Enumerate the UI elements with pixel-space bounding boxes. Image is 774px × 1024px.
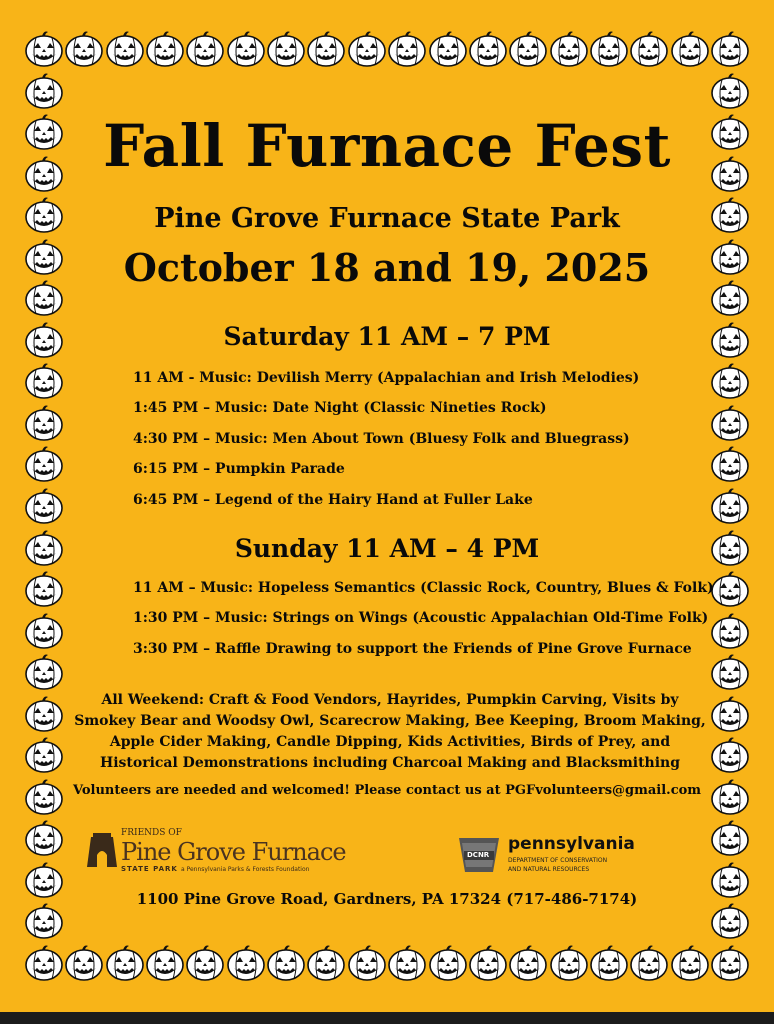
jack-o-lantern-icon	[24, 819, 64, 857]
jack-o-lantern-icon	[468, 944, 508, 982]
park-address: 1100 Pine Grove Road, Gardners, PA 17324 (717-486-7174)	[136, 890, 638, 908]
jack-o-lantern-icon	[710, 362, 750, 400]
jack-o-lantern-icon	[24, 612, 64, 650]
dcnr-badge-text: DCNR	[467, 851, 490, 859]
jack-o-lantern-icon	[24, 695, 64, 733]
bottom-bar	[0, 1012, 774, 1024]
jack-o-lantern-icon	[710, 736, 750, 774]
saturday-item: 6:45 PM – Legend of the Hairy Hand at Fuller Lake	[133, 492, 533, 508]
jack-o-lantern-icon	[306, 944, 346, 982]
weekend-line: Apple Cider Making, Candle Dipping, Kids Activities, Birds of Prey, and	[109, 734, 671, 750]
jack-o-lantern-icon	[306, 30, 346, 68]
jack-o-lantern-icon	[24, 902, 64, 940]
jack-o-lantern-icon	[24, 404, 64, 442]
jack-o-lantern-icon	[710, 612, 750, 650]
jack-o-lantern-icon	[24, 570, 64, 608]
saturday-item: 6:15 PM – Pumpkin Parade	[133, 461, 345, 477]
jack-o-lantern-icon	[105, 944, 145, 982]
jack-o-lantern-icon	[387, 30, 427, 68]
jack-o-lantern-icon	[710, 30, 750, 68]
all-weekend-activities	[70, 690, 710, 774]
jack-o-lantern-icon	[508, 30, 548, 68]
jack-o-lantern-icon	[710, 445, 750, 483]
jack-o-lantern-icon	[670, 944, 710, 982]
jack-o-lantern-icon	[629, 944, 669, 982]
jack-o-lantern-icon	[710, 570, 750, 608]
jack-o-lantern-icon	[266, 944, 306, 982]
event-title: Fall Furnace Fest	[103, 112, 671, 180]
weekend-line: Historical Demonstrations including Charcoal Making and Blacksmithing	[99, 755, 681, 771]
friends-small-text: FRIENDS OF	[121, 828, 182, 838]
jack-o-lantern-icon	[710, 487, 750, 525]
friends-logo-tagline: a Pennsylvania Parks & Forests Foundation	[181, 866, 310, 873]
jack-o-lantern-icon	[549, 30, 589, 68]
jack-o-lantern-icon	[24, 653, 64, 691]
sunday-item: 3:30 PM – Raffle Drawing to support the Friends of Pine Grove Furnace	[133, 641, 692, 657]
sunday-item: 1:30 PM – Music: Strings on Wings (Acoustic Appalachian Old-Time Folk)	[133, 610, 709, 626]
pa-dcnr-logo	[456, 830, 656, 882]
friends-logo-sub: STATE PARK	[121, 865, 178, 873]
pa-logo-line1: DEPARTMENT OF CONSERVATION	[508, 857, 608, 864]
jack-o-lantern-icon	[347, 30, 387, 68]
jack-o-lantern-icon	[24, 30, 64, 68]
jack-o-lantern-icon	[266, 30, 306, 68]
jack-o-lantern-icon	[468, 30, 508, 68]
jack-o-lantern-icon	[105, 30, 145, 68]
jack-o-lantern-icon	[710, 653, 750, 691]
jack-o-lantern-icon	[24, 362, 64, 400]
jack-o-lantern-icon	[145, 944, 185, 982]
weekend-line: All Weekend: Craft & Food Vendors, Hayrides, Pumpkin Carving, Visits by	[101, 692, 679, 708]
jack-o-lantern-icon	[508, 944, 548, 982]
jack-o-lantern-icon	[710, 695, 750, 733]
jack-o-lantern-icon	[629, 30, 669, 68]
friends-logo-name: Pine Grove Furnace	[121, 838, 346, 866]
jack-o-lantern-icon	[185, 30, 225, 68]
sunday-heading: Sunday 11 AM – 4 PM	[234, 534, 540, 563]
jack-o-lantern-icon	[24, 72, 64, 110]
jack-o-lantern-icon	[387, 944, 427, 982]
saturday-item: 1:45 PM – Music: Date Night (Classic Nineties Rock)	[133, 400, 547, 416]
jack-o-lantern-icon	[24, 445, 64, 483]
saturday-item: 11 AM - Music: Devilish Merry (Appalachian and Irish Melodies)	[133, 370, 640, 386]
jack-o-lantern-icon	[710, 944, 750, 982]
pa-logo-name: pennsylvania	[508, 834, 635, 854]
pa-logo-line2: AND NATURAL RESOURCES	[508, 866, 590, 873]
event-dates: October 18 and 19, 2025	[123, 245, 651, 290]
jack-o-lantern-icon	[710, 72, 750, 110]
saturday-heading: Saturday 11 AM – 7 PM	[223, 322, 551, 351]
jack-o-lantern-icon	[145, 30, 185, 68]
jack-o-lantern-icon	[710, 404, 750, 442]
jack-o-lantern-icon	[64, 944, 104, 982]
saturday-item: 4:30 PM – Music: Men About Town (Bluesy Folk and Bluegrass)	[133, 431, 630, 447]
jack-o-lantern-icon	[24, 736, 64, 774]
jack-o-lantern-icon	[347, 944, 387, 982]
jack-o-lantern-icon	[589, 30, 629, 68]
jack-o-lantern-icon	[64, 30, 104, 68]
jack-o-lantern-icon	[589, 944, 629, 982]
jack-o-lantern-icon	[670, 30, 710, 68]
volunteer-notice: Volunteers are needed and welcomed! Please contact us at PGFvolunteers@gmail.com	[72, 783, 702, 798]
jack-o-lantern-icon	[428, 944, 468, 982]
friends-of-pine-grove-furnace-logo	[85, 827, 346, 877]
jack-o-lantern-icon	[24, 487, 64, 525]
weekend-line: Smokey Bear and Woodsy Owl, Scarecrow Making, Bee Keeping, Broom Making,	[74, 713, 706, 729]
furnace-icon	[85, 831, 119, 869]
jack-o-lantern-icon	[24, 944, 64, 982]
jack-o-lantern-icon	[428, 30, 468, 68]
park-name: Pine Grove Furnace State Park	[154, 203, 620, 234]
jack-o-lantern-icon	[710, 819, 750, 857]
jack-o-lantern-icon	[710, 902, 750, 940]
sunday-item: 11 AM – Music: Hopeless Semantics (Classic Rock, Country, Blues & Folk)	[133, 580, 714, 596]
jack-o-lantern-icon	[226, 30, 266, 68]
jack-o-lantern-icon	[226, 944, 266, 982]
jack-o-lantern-icon	[549, 944, 589, 982]
jack-o-lantern-icon	[185, 944, 225, 982]
